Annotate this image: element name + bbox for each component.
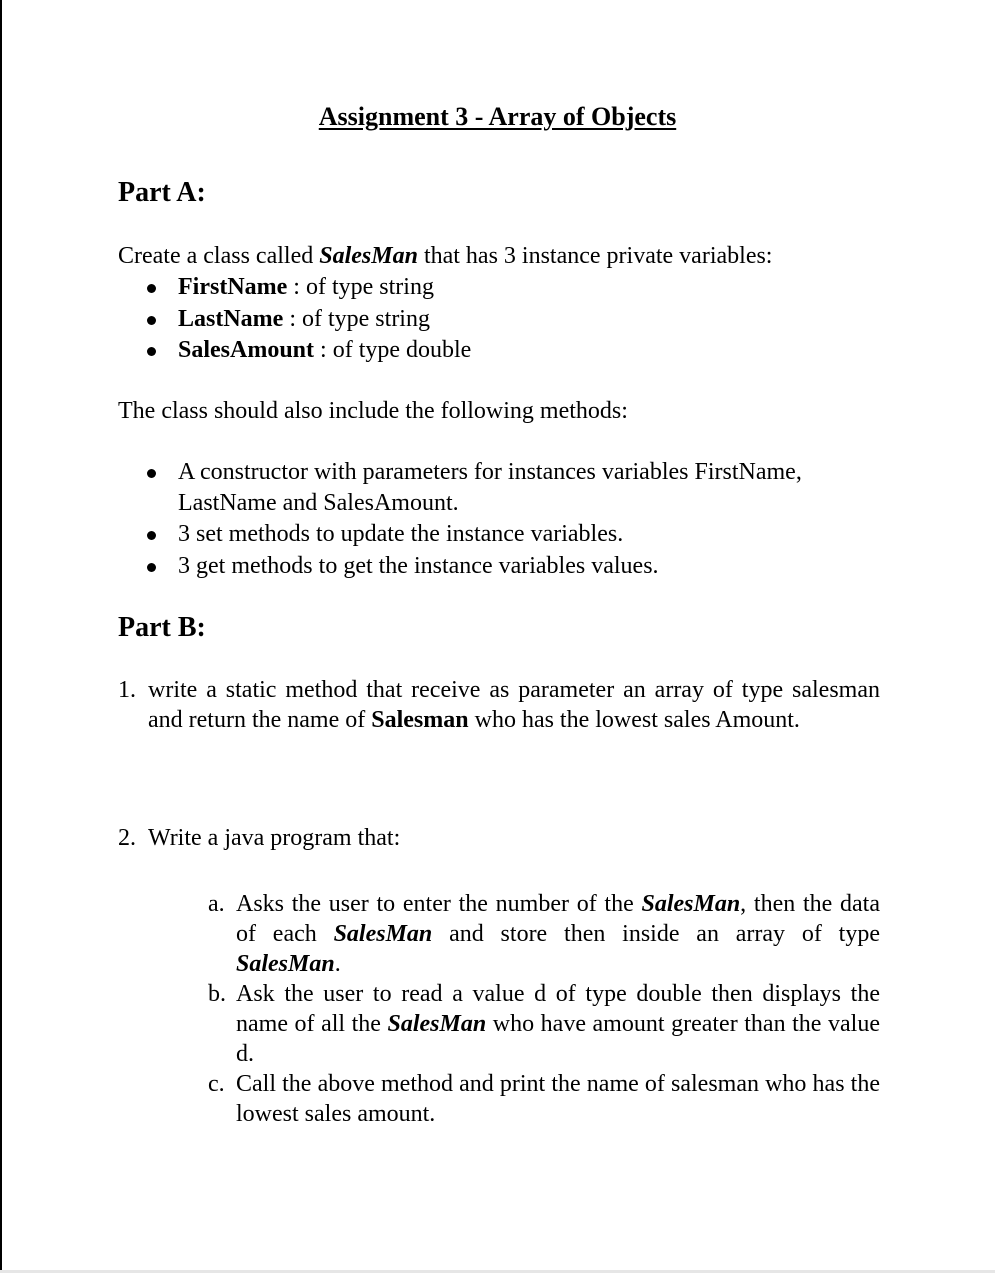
page-left-edge xyxy=(0,0,2,1273)
sub-item-b xyxy=(208,979,880,1069)
sub-item-label: c. xyxy=(208,1071,225,1097)
item-text-before: write a static method that receive as parameter an array of type salesman and return the name of xyxy=(148,677,880,733)
bullet-icon xyxy=(147,347,156,356)
item-number: 2. xyxy=(118,825,136,851)
method-text: A constructor with parameters for instances variables FirstName, LastName and SalesAmount. xyxy=(178,459,802,516)
intro-class-name: SalesMan xyxy=(319,243,418,269)
list-item xyxy=(145,519,898,550)
sub-item-c xyxy=(208,1069,880,1129)
sub-item-label: a. xyxy=(208,891,225,917)
text-segment: Asks the user to enter the number of the xyxy=(236,891,642,917)
intro-text-before: Create a class called xyxy=(118,243,320,269)
method-text: 3 set methods to update the instance variables. xyxy=(178,521,624,547)
text-segment: . xyxy=(334,951,341,977)
sub-item-label: b. xyxy=(208,981,226,1007)
variable-type: : of type double xyxy=(314,337,472,363)
bullet-icon xyxy=(147,469,156,478)
variable-type: : of type string xyxy=(287,274,434,300)
item-text-after: who has the lowest sales Amount. xyxy=(468,706,800,733)
sub-item-a xyxy=(208,889,880,979)
item-text xyxy=(148,676,880,735)
text-segment: Ask the user to read a value d of type double then displays the name of all the xyxy=(236,981,880,1037)
part-a-heading: Part A: xyxy=(118,177,206,208)
part-b-item-2 xyxy=(118,824,880,854)
text-segment: and store then inside an array of type xyxy=(432,921,880,947)
class-name: SalesMan xyxy=(387,1011,487,1037)
class-name: SalesMan xyxy=(333,921,433,947)
item-bold-term: Salesman xyxy=(371,706,469,733)
variable-name: FirstName xyxy=(178,274,288,300)
variable-name: LastName xyxy=(178,305,284,332)
item-number: 1. xyxy=(118,677,136,703)
class-name: SalesMan xyxy=(236,951,335,977)
bullet-icon xyxy=(147,284,156,293)
class-name: SalesMan xyxy=(641,891,741,917)
intro-text-after: that has 3 instance private variables: xyxy=(417,243,773,269)
part-b-heading: Part B: xyxy=(118,612,206,643)
sub-item-text xyxy=(236,889,880,979)
variables-list xyxy=(145,272,471,367)
text-segment: who have amount greater than the value d. xyxy=(236,1011,880,1067)
list-item xyxy=(145,335,471,367)
list-item xyxy=(145,272,471,304)
text-segment: , then the data of each xyxy=(236,891,880,947)
list-item xyxy=(145,551,898,582)
variable-name: SalesAmount xyxy=(178,337,315,363)
bullet-icon xyxy=(147,531,156,540)
list-item xyxy=(145,457,898,518)
sub-item-text: Call the above method and print the name of salesman who has the lowest sales amount. xyxy=(236,1071,880,1127)
part-b-item-1 xyxy=(118,676,880,735)
variable-type: : of type string xyxy=(283,305,430,332)
part-a-intro xyxy=(118,241,772,271)
list-item xyxy=(145,304,471,336)
methods-list xyxy=(145,457,898,581)
document-title: Assignment 3 - Array of Objects xyxy=(318,102,677,131)
item-text: Write a java program that: xyxy=(148,825,401,851)
bullet-icon xyxy=(147,316,156,325)
sub-item-text xyxy=(236,979,880,1069)
method-text: 3 get methods to get the instance variables values. xyxy=(178,552,659,579)
bullet-icon xyxy=(147,563,156,572)
methods-intro: The class should also include the following methods: xyxy=(118,398,628,424)
